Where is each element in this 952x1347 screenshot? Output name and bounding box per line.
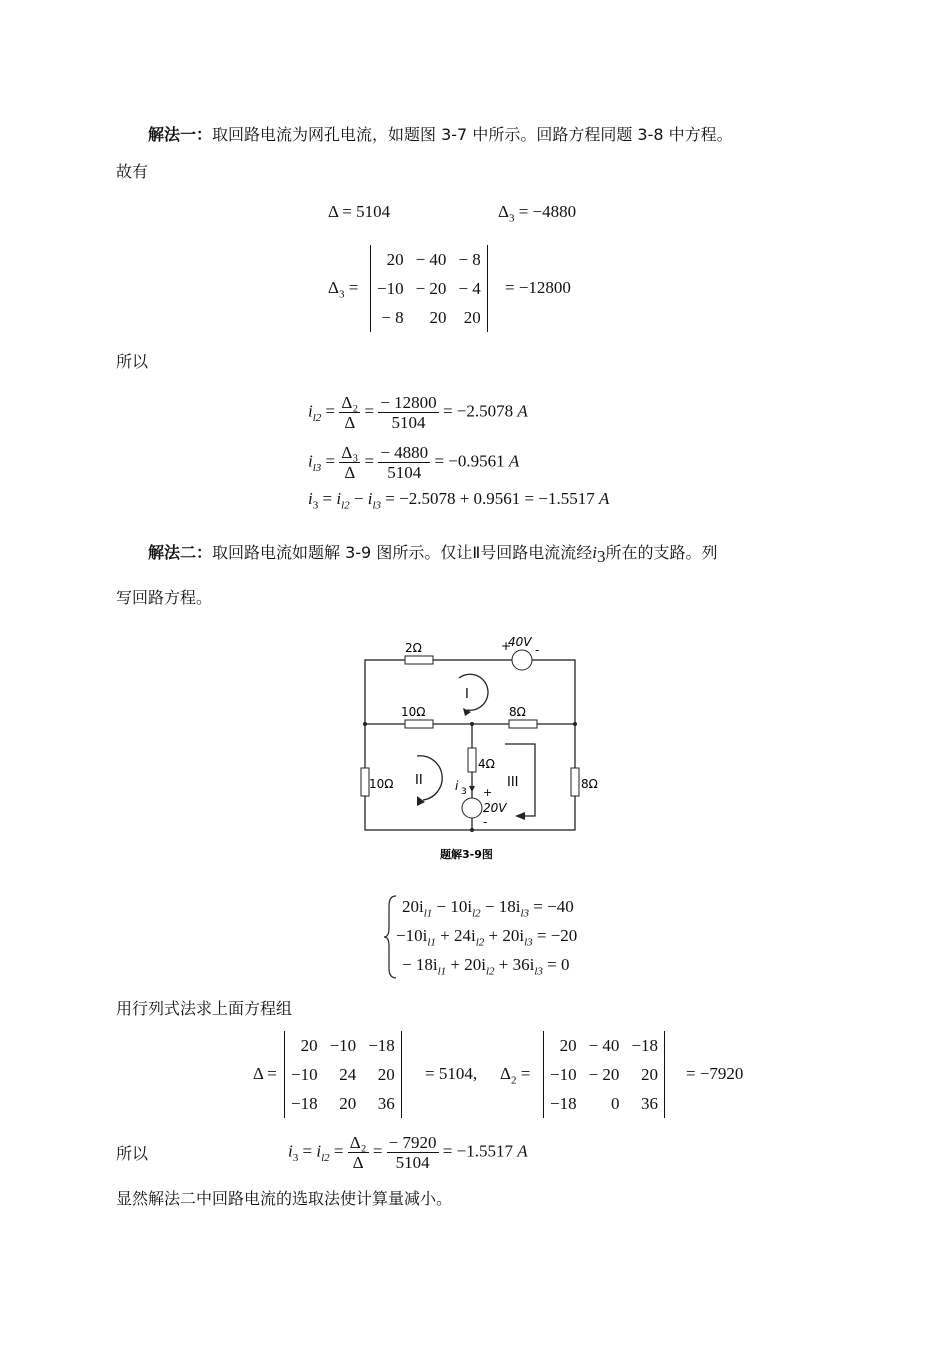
- svg-text:4Ω: 4Ω: [478, 757, 495, 771]
- method1-cont: 故有: [116, 162, 149, 181]
- det2-cell: − 40: [588, 1035, 620, 1055]
- det1-cell: 24: [339, 1064, 357, 1084]
- det2-row: [544, 1031, 665, 1060]
- det2-row: [544, 1089, 665, 1118]
- det-intro: 用行列式法求上面方程组: [116, 999, 293, 1018]
- det1-cell: 20: [300, 1035, 318, 1055]
- svg-text:-: -: [483, 815, 488, 829]
- method1-label: 解法一：: [148, 125, 213, 144]
- delta-value: Δ = 5104: [328, 202, 391, 221]
- method2-cont: 写回路方程。: [116, 588, 213, 607]
- svg-text:8Ω: 8Ω: [581, 777, 598, 791]
- det2-cell: − 20: [588, 1064, 620, 1084]
- det2-matrix: [543, 1031, 665, 1118]
- det2-cell: 20: [641, 1064, 659, 1084]
- svg-text:i: i: [455, 779, 459, 793]
- circuit-diagram: [355, 628, 598, 868]
- figure-caption: 题解3-9图: [440, 848, 493, 861]
- det1-cell: 20: [377, 1064, 395, 1084]
- det2-row: [544, 1060, 665, 1089]
- det3-row: [371, 274, 488, 303]
- method2-label: 解法二：: [148, 543, 213, 562]
- voltage-source-top: [512, 650, 532, 670]
- det3-cell: − 8: [381, 307, 404, 327]
- det1-row: [285, 1089, 402, 1118]
- det2-cell: 36: [641, 1093, 659, 1113]
- svg-text:I: I: [465, 687, 469, 702]
- method1-text: 取回路电流为网孔电流，如题图 3-7 中所示。回路方程同题 3-8 中方程。: [212, 125, 733, 144]
- det3-row: [371, 245, 488, 274]
- svg-text:3: 3: [461, 787, 467, 797]
- det3-cell: − 4: [458, 278, 481, 298]
- det3-cell: 20: [429, 307, 447, 327]
- det3-cell: − 8: [458, 249, 481, 269]
- det2-cell: −10: [550, 1064, 577, 1084]
- final-equation: $i_3 = i_{l2}$ = $\frac{\text{Δ₂}}{\Delta}$ = $\frac{- 7920}{5104}$ = −1.5517 A: [288, 1133, 528, 1172]
- voltage-source-center: [462, 798, 482, 818]
- eq-il3: $i_{l3}$ = $\frac{\text{Δ₃}}{\Delta}$ = $\frac{- 4880}{5104}$ = −0.9561 A: [308, 443, 520, 482]
- conclusion: 显然解法二中回路电流的选取法使计算量减小。: [116, 1189, 453, 1208]
- det1-cell: −18: [291, 1093, 318, 1113]
- det2-label: $\Delta_2$ =: [500, 1064, 531, 1087]
- det1-label: Δ =: [253, 1064, 277, 1083]
- svg-text:8Ω: 8Ω: [509, 705, 526, 719]
- svg-text:10Ω: 10Ω: [401, 705, 426, 719]
- svg-text:+: +: [501, 639, 512, 653]
- svg-text:II: II: [415, 773, 423, 788]
- det3-cell: − 40: [415, 249, 447, 269]
- resistor-mid-right: [509, 720, 537, 728]
- det1-cell: −10: [329, 1035, 357, 1055]
- svg-text:10Ω: 10Ω: [369, 777, 394, 791]
- i3-arrow: [469, 786, 475, 792]
- det1-cell: −10: [291, 1064, 318, 1084]
- resistor-mid-left: [405, 720, 433, 728]
- method2-heading: 解法二：取回路电流如题解 3-9 图所示。仅让Ⅱ号回路电流流经$i_3$所在的支路。列: [148, 543, 718, 567]
- svg-text:2Ω: 2Ω: [405, 641, 422, 655]
- svg-text:40V: 40V: [508, 635, 532, 649]
- delta3-value: $\Delta_3 = -4880$: [498, 202, 577, 225]
- eq-i3: $i_3 = i_{l2} - i_{l3} = -2.5078 + 0.9561 = -1.5517$ A: [308, 489, 610, 512]
- det1-row: [285, 1060, 402, 1089]
- system-eq-1: $20i_{l1} - 10i_{l2} - 18i_{l3} = -40$: [402, 897, 574, 920]
- svg-text:20V: 20V: [483, 801, 507, 815]
- resistor-top: [405, 656, 433, 664]
- det3-label: $\Delta_3$ =: [328, 278, 359, 301]
- det3-cell: 20: [463, 307, 481, 327]
- svg-text:+: +: [483, 786, 493, 799]
- method2-so: 所以: [116, 1144, 149, 1163]
- det1-matrix: [284, 1031, 402, 1118]
- det2-cell: 0: [610, 1093, 620, 1113]
- det1-cell: 20: [339, 1093, 357, 1113]
- system-eq-2: $-10i_{l1} + 24i_{l2} + 20i_{l3} = -20$: [396, 926, 578, 949]
- det1-row: [285, 1031, 402, 1060]
- svg-text:III: III: [507, 775, 519, 790]
- eq-il2: $i_{l2}$ = $\frac{\text{Δ₂}}{\Delta}$ = $\frac{- 12800}{5104}$ = −2.5078 A: [308, 393, 528, 432]
- det2-result: = −7920: [686, 1064, 744, 1083]
- det3-row: [371, 303, 488, 332]
- det3-matrix: [370, 245, 488, 332]
- det3-result: = −12800: [505, 278, 571, 297]
- det2-cell: −18: [550, 1093, 577, 1113]
- det1-cell: −18: [368, 1035, 395, 1055]
- svg-text:-: -: [535, 643, 540, 657]
- det3-cell: 20: [386, 249, 404, 269]
- resistor-left: [361, 768, 369, 796]
- det2-cell: −18: [631, 1035, 659, 1055]
- resistor-right: [571, 768, 579, 796]
- det1-result: = 5104,: [425, 1064, 478, 1083]
- method1-heading: [148, 122, 733, 145]
- method1-so: 所以: [116, 352, 149, 371]
- system-eq-3: − $18i_{l1} + 20i_{l2} + 36i_{l3} = 0$: [402, 955, 570, 978]
- resistor-center: [468, 748, 476, 772]
- det1-cell: 36: [377, 1093, 395, 1113]
- det3-cell: −10: [377, 278, 404, 298]
- loop1-arrow: [459, 674, 488, 710]
- det2-cell: 20: [559, 1035, 577, 1055]
- det3-cell: − 20: [415, 278, 447, 298]
